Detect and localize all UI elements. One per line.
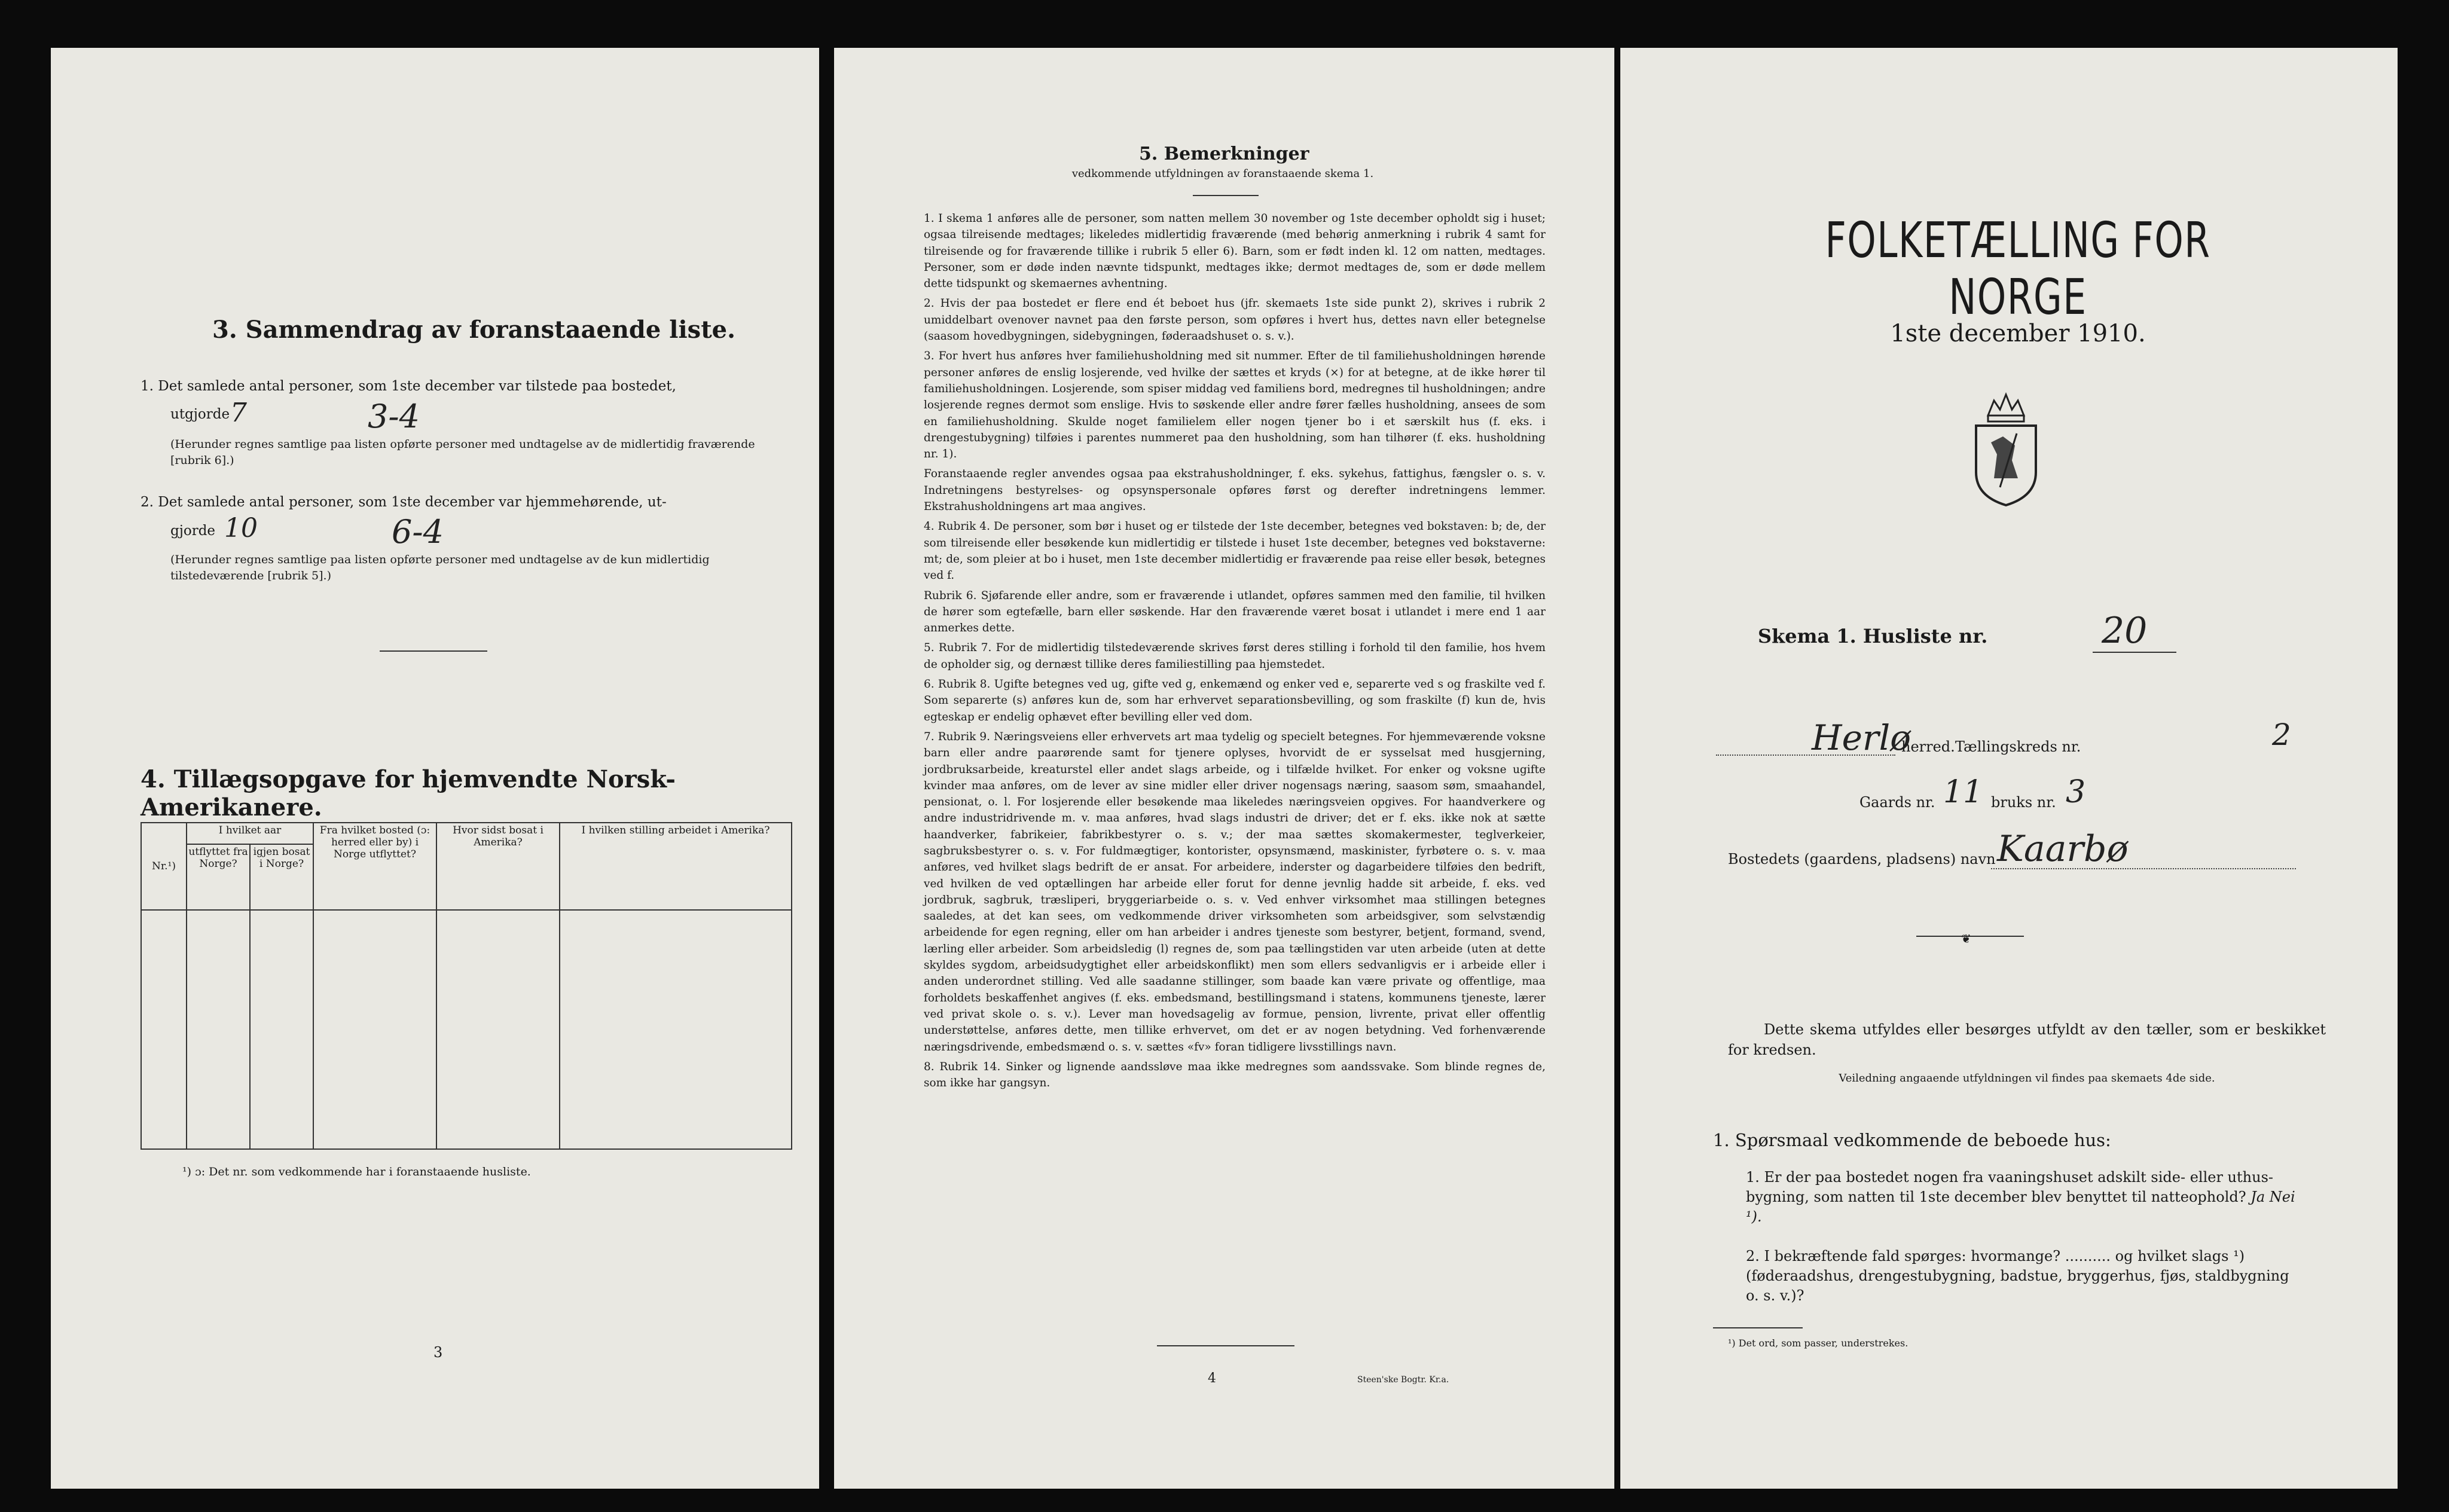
gaards-label: Gaards nr. xyxy=(1859,794,1935,811)
remark-4: 4. Rubrik 4. De personer, som bør i huset og er tilstede der 1ste december, betegnes ved bokstaven: b; de, der som tilreisende eller besøkende kun midlertidig er tilstede i huset 1ste december, betegnes ved bokstaverne: mt; de, som pleier at bo i huset, men 1ste december midlertidig er fraværende paa reise eller besøk, betegnes ved f. xyxy=(924,520,1546,582)
census-date: 1ste december 1910. xyxy=(1890,320,2146,347)
col-group-year: I hvilket aar xyxy=(187,823,313,844)
remark-2: 2. Hvis der paa bostedet er flere end ét beboet hus (jfr. skemaets 1ste side punkt 2), skrives i rubrik 2 umiddelbart ovenover navnet paa den første person, som opføres i hvert hus, dettes navn eller betegnelse (saasom hovedbygningen, sidebygningen, føderaadshuset o. s. v.). xyxy=(924,297,1546,343)
col-utflyttet: utflyttet fra Norge? xyxy=(187,844,250,910)
bruks-label: bruks nr. xyxy=(1991,794,2056,811)
divider xyxy=(1193,195,1259,196)
bosted-value: Kaarbø xyxy=(1997,828,2129,870)
herred-value: Herlø xyxy=(1812,717,1911,758)
col-fra: Fra hvilket bosted (ɔ: herred eller by) i Norge utflyttet? xyxy=(313,823,436,910)
section-4-title: 4. Tillægsopgave for hjemvendte Norsk-Amerikanere. xyxy=(141,765,676,821)
divider xyxy=(1157,1345,1294,1346)
remark-7: 7. Rubrik 9. Næringsveiens eller erhvervets art maa tydelig og specielt betegnes. For hjemmeværende voksne barn eller andre paarørende samt for tjenere oplyses, hvorvidt de er sysselsat med husgjerning, jordbruksarbeide, kreaturstel eller andet slags arbeide, og i tilfælde hvilket. For enker og voksne ugifte kvinder maa anføres, om de lever av sine midler eller driver nogensags næring, saasom søm, smaahandel, pensionat, o. l. For losjerende eller besøkende maa likeledes næringsveien opgives. For haandverkere og andre industridrivende m. v. maa anføres, hvad slags industri de driver; det er f. eks. ikke nok at sætte haandverker, fabrikeier, fabrikbestyrer o. s. v.; der maa sættes skomakermester, teglverkeier, sagbruksbestyrer o. s. v. For fuldmægtiger, kontorister, opsynsmænd, maskinister, fyrbøtere o. s. v. maa anføres, ved hvilket slags bedrift de er ansat. For arbeidere, inderster og dagarbeidere tilføies den bedrift, ved hvilken de ved optællingen har arbeide eller forut for denne jevnlig hadde sit arbeide, f. eks. ved jordbruk, sagbruk, træsliperi, bryggeriarbeide o. s. v. Ved enhver virksomhet maa stillingen betegnes saaledes, at det kan sees, om vedkommende driver virksomheten som arbeidsgiver, som selvstændig arbeidende for egen regning, eller om han arbeider i andres tjeneste som bestyrer, betjent, formand, svend, lærling eller arbeider. Som arbeidsledig (l) regnes de, som paa tællingstiden var uten arbeide (uten at dette skyldes sygdom, arbeidsudygtighet eller arbeidskonflikt) men som ellers sedvanligvis er i arbeide eller i anden underordnet stilling. Ved alle saadanne stillinger, som baade kan være private og offentlige, maa forholdets beskaffenhet angives (f. eks. embedsmand, bestillingsmand i statens, kommunens tjeneste, lærer ved privat skole o. s. v.). Lever man hovedsagelig av formue, pension, livrente, privat eller offentlig understøttelse, anføres dette, men tillike erhvervet, om det er av nogen betydning. Ved forhenværende næringsdrivende, embedsmænd o. s. v. sættes «fv» foran tidligere livsstillings navn. xyxy=(924,730,1546,1053)
bosted-label: Bostedets (gaardens, pladsens) navn xyxy=(1728,851,1996,868)
herred-label: herred. xyxy=(1901,738,1955,755)
item1-utgjorde-label: utgjorde xyxy=(170,407,230,422)
item1-handwritten-note: 3-4 xyxy=(368,398,420,435)
divider xyxy=(380,650,487,652)
census-title: FOLKETÆLLING FOR NORGE xyxy=(1825,212,2211,326)
bosted-dotline xyxy=(1991,867,2296,869)
question-2: 2. I bekræftende fald spørges: hvormange? .......... og hvilket slags ¹) (føderaadshus, drengestubygning, badstue, bryggerhus, fjøs, staldbygning o. s. v.)? xyxy=(1746,1248,2289,1304)
question-1-answer: Ja Nei ¹). xyxy=(1746,1189,2295,1225)
coat-of-arms-icon xyxy=(1964,389,2048,508)
page-3 xyxy=(51,48,819,1489)
item2-text: 2. Det samlede antal personer, som 1ste december var hjemmehørende, ut- xyxy=(141,494,667,510)
table-row xyxy=(141,910,792,1149)
remark-8: 8. Rubrik 14. Sinker og lignende aandssløve maa ikke medregnes som aandssvake. Som blinde regnes de, som ikke har gangsyn. xyxy=(924,1060,1546,1090)
divider xyxy=(1713,1327,1803,1328)
krets-label: Tællingskreds nr. xyxy=(1955,738,2081,755)
item1-text: 1. Det samlede antal personer, som 1ste december var tilstede paa bostedet, xyxy=(141,378,676,394)
remark-1: 1. I skema 1 anføres alle de personer, som natten mellem 30 november og 1ste december opholdt sig i huset; ogsaa tilreisende medtages; likeledes midlertidig fraværende (med behørig anmerkning i rubrik 4 samt for tilreisende og for fraværende tillike i rubrik 5 eller 6). Barn, som er født inden kl. 12 om natten, medtages. Personer, som er døde inden nævnte tidspunkt, medtages ikke; dermot medtages de, som er døde mellem dette tidspunkt og skemaernes avhentning. xyxy=(924,212,1546,291)
ornament-icon: ❦ xyxy=(1961,931,1971,946)
page3-footnote: ¹) ɔ: Det nr. som vedkommende har i foranstaaende husliste. xyxy=(182,1165,531,1178)
item2-subnote: (Herunder regnes samtlige paa listen opførte personer med undtagelse av de kun midlertidig tilstedeværende [rubrik 5].) xyxy=(170,553,710,582)
item1-value: 7 xyxy=(230,398,247,428)
page3-number: 3 xyxy=(433,1344,443,1361)
skema-label: Skema 1. Husliste nr. xyxy=(1758,625,1988,647)
instruction-2: Veiledning angaaende utfyldningen vil findes paa skemaets 4de side. xyxy=(1839,1072,2215,1085)
item2-value: 10 xyxy=(224,513,258,543)
page-1 xyxy=(1620,48,2398,1489)
skema-underline xyxy=(2093,652,2176,653)
instruction-1: Dette skema utfyldes eller besørges utfyldt av den tæller, som er beskikket for kredsen. xyxy=(1728,1021,2326,1058)
col-igjen: igjen bosat i Norge? xyxy=(250,844,313,910)
krets-value: 2 xyxy=(2272,717,2291,752)
page-4 xyxy=(834,48,1614,1489)
remark-6: 6. Rubrik 8. Ugifte betegnes ved ug, gifte ved g, enkemænd og enker ved e, separerte ved s og fraskilte ved f. Som separerte (s) anføres kun de, som har erhvervet separationsbevilling, og som fraskilte (f) kun de, hvis egteskap er endelig ophævet efter bevilling eller ved dom. xyxy=(924,678,1546,723)
bruks-value: 3 xyxy=(2066,774,2086,810)
norsk-amerikanere-table xyxy=(141,822,792,1150)
page1-footnote: ¹) Det ord, som passer, understrekes. xyxy=(1728,1337,1908,1349)
bemerkninger-title: 5. Bemerkninger xyxy=(1139,143,1309,164)
husliste-number: 20 xyxy=(2102,610,2148,652)
item1-subnote: (Herunder regnes samtlige paa listen opførte personer med undtagelse av de midlertidig fraværende [rubrik 6].) xyxy=(170,438,755,467)
printer-imprint: Steen'ske Bogtr. Kr.a. xyxy=(1357,1375,1449,1385)
question-section-title: 1. Spørsmaal vedkommende de beboede hus: xyxy=(1713,1130,2111,1150)
col-nr: Nr.¹) xyxy=(141,823,187,910)
remark-4b: Rubrik 6. Sjøfarende eller andre, som er fraværende i utlandet, opføres sammen med den familie, til hvilken de hører som egtefælle, barn eller søskende. Har den fraværende været bosat i utlandet i mere end 1 aar anmerkes dette. xyxy=(924,589,1546,635)
gaards-value: 11 xyxy=(1943,774,1983,810)
col-hvor: Hvor sidst bosat i Amerika? xyxy=(436,823,560,910)
remark-3b: Foranstaaende regler anvendes ogsaa paa ekstrahusholdninger, f. eks. sykehus, fattighus, fængsler o. s. v. Indretningens bestyrelses- og opsynspersonale opføres først og derefter indretningens lemmer. Ekstrahusholdningens art maa angives. xyxy=(924,468,1546,514)
remark-3: 3. For hvert hus anføres hver familiehusholdning med sit nummer. Efter de til familiehusholdningen hørende personer anføres de enslig losjerende, ved hvilke der sættes et kryds (×) for at betegne, at de ikke hører til familiehusholdningen. Losjerende, som spiser middag ved familiens bord, medregnes til husholdningen; andre losjerende regnes dermot som enslige. Hvis to søskende eller andre fører fælles husholdning, ansees de som en familiehusholdning. Skulde noget familielem eller nogen tjener bo i et særskilt hus (f. eks. i drengestubygning) tilføies i parentes nummeret paa den husholdning, som han tilhører (f. eks. husholdning nr. 1). xyxy=(924,350,1546,461)
col-stilling: I hvilken stilling arbeidet i Amerika? xyxy=(560,823,792,910)
page4-number: 4 xyxy=(1208,1371,1216,1386)
item2-gjorde-label: gjorde xyxy=(170,523,216,539)
item2-handwritten-note: 6-4 xyxy=(392,513,444,551)
bemerkninger-subtitle: vedkommende utfyldningen av foranstaaende skema 1. xyxy=(1071,167,1374,180)
section-3-title: 3. Sammendrag av foranstaaende liste. xyxy=(212,316,736,344)
remarks-list xyxy=(924,210,1546,1095)
remark-5: 5. Rubrik 7. For de midlertidig tilstedeværende skrives først deres stilling i forhold til den familie, hos hvem de opholder sig, og dernæst tillike deres familiestilling paa hjemstedet. xyxy=(924,642,1546,671)
question-1: 1. Er der paa bostedet nogen fra vaaningshuset adskilt side- eller uthus-bygning, som natten til 1ste december blev benyttet til natteophold? Ja Nei ¹). xyxy=(1746,1169,2295,1225)
